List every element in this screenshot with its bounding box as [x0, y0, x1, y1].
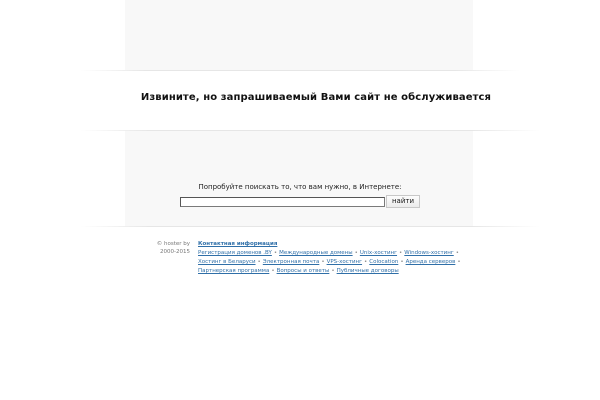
separator: •: [455, 250, 459, 256]
contact-info-link[interactable]: Контактная информация: [198, 241, 278, 247]
footer-links-row-contact: [198, 240, 478, 249]
separator: •: [457, 259, 461, 265]
footer-link-hosting-belarus[interactable]: Хостинг в Беларуси: [198, 259, 256, 265]
separator: •: [271, 268, 275, 274]
top-band: [125, 0, 473, 70]
separator: •: [400, 259, 404, 265]
search-input[interactable]: [180, 197, 385, 207]
divider: [80, 70, 520, 71]
search-button[interactable]: найти: [386, 195, 420, 208]
footer-links: [198, 240, 478, 276]
footer-link-windows-hosting[interactable]: Windows-хостинг: [404, 250, 454, 256]
separator: •: [364, 259, 368, 265]
footer-link-public-contracts[interactable]: Публичные договоры: [336, 268, 399, 274]
footer-link-vps-hosting[interactable]: VPS-хостинг: [326, 259, 363, 265]
copyright-years: 2000-2015: [160, 249, 190, 255]
footer-link-by-domains[interactable]: Регистрация доменов .BY: [198, 250, 272, 256]
footer-link-international-domains[interactable]: Международные домены: [279, 250, 353, 256]
footer-links-row-3: [198, 267, 478, 276]
separator: •: [331, 268, 335, 274]
footer-links-row-1: [198, 249, 478, 258]
search-prompt: Попробуйте поискать то, что вам нужно, в Интернете:: [198, 183, 402, 191]
copyright-owner: © hoster by: [156, 241, 190, 247]
separator: •: [257, 259, 261, 265]
separator: •: [273, 250, 278, 256]
footer-link-email[interactable]: Электронная почта: [262, 259, 320, 265]
separator: •: [321, 259, 325, 265]
search-panel: [125, 131, 473, 226]
copyright: [150, 240, 190, 256]
separator: •: [399, 250, 403, 256]
footer-links-row-2: [198, 258, 478, 267]
separator: •: [354, 250, 358, 256]
footer-link-partner-program[interactable]: Партнерская программа: [198, 268, 270, 274]
footer-link-unix-hosting[interactable]: Unix-хостинг: [359, 250, 398, 256]
footer-link-colocation[interactable]: Colocation: [369, 259, 399, 265]
footer-link-server-rental[interactable]: Аренда серверов: [405, 259, 456, 265]
divider: [80, 226, 540, 227]
error-message: Извините, но запрашиваемый Вами сайт не обслуживается: [140, 92, 492, 103]
footer-link-faq[interactable]: Вопросы и ответы: [276, 268, 330, 274]
